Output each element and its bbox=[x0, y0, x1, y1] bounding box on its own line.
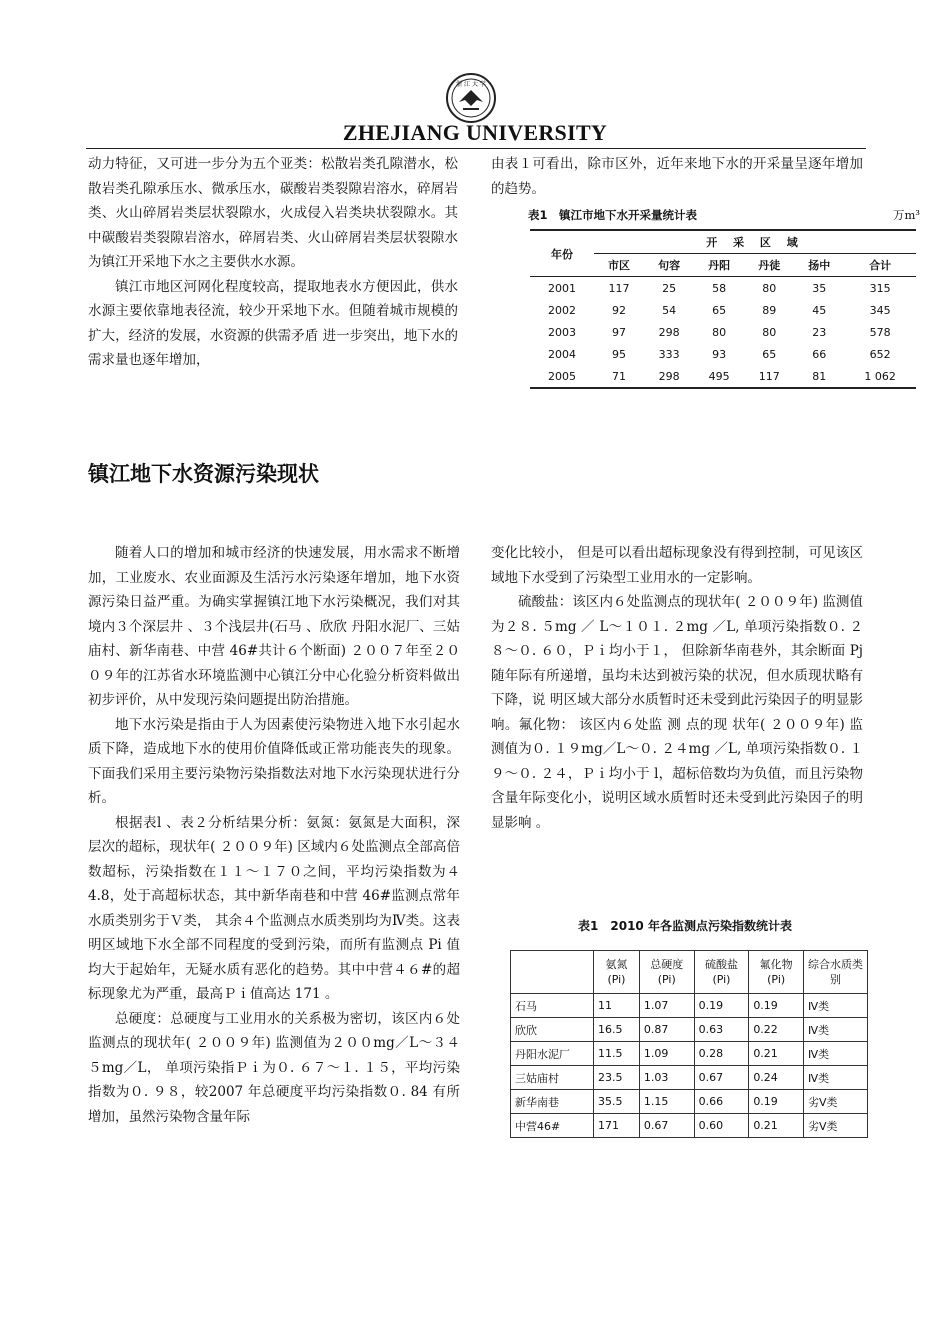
top-left-column bbox=[88, 152, 458, 373]
table-cell: 0.19 bbox=[694, 994, 749, 1018]
table-cell: 23 bbox=[812, 325, 827, 339]
paragraph: 由表１可看出，除市区外，近年来地下水的开采量呈逐年增加的趋势。 bbox=[491, 156, 863, 197]
table-cell: 1.03 bbox=[639, 1066, 694, 1090]
table-cell: 66 bbox=[812, 347, 827, 361]
table-row bbox=[511, 1042, 868, 1066]
table1-column-header: 合计 bbox=[844, 254, 916, 277]
paragraph: 根据表l 、表２分析结果分析：氨氮：氨氮是大面积，深层次的超标，现状年( ２００９年) 区域内６处监测点全部高倍数超标，污染指数在１１～１７０之间，平均污染指数为４4.8，处于高超标状态，其中新华南巷和中营 46#监测点常年水质类别劣于Ｖ类， 其余４个监测点水质类别均为Ⅳ类。这表明区域地下水全部不同程度的受到污染，而所有监测点 Pi 值均大于起始年，无疑水质有恶化的趋势。其中中营４６#的超标现象尤为严重，最高Ｐｉ值高达 171 。 bbox=[88, 814, 460, 1002]
table1-column-header: 句容 bbox=[644, 254, 694, 277]
table1-year-header: 年份 bbox=[530, 230, 594, 277]
university-name: ZHEJIANG UNIVERSITY bbox=[342, 120, 608, 145]
table-cell: 80 bbox=[762, 281, 777, 295]
table-cell: 298 bbox=[658, 325, 680, 339]
table2-column-header bbox=[511, 951, 594, 994]
table-cell: 0.22 bbox=[749, 1018, 804, 1042]
table-row bbox=[530, 299, 916, 321]
table-cell: 315 bbox=[869, 281, 891, 295]
table-cell: 45 bbox=[812, 303, 827, 317]
header-rule bbox=[86, 148, 866, 149]
table-cell: 0.19 bbox=[749, 1090, 804, 1114]
table-cell: 495 bbox=[694, 365, 744, 388]
top-right-column bbox=[491, 152, 863, 201]
table-cell: 0.87 bbox=[639, 1018, 694, 1042]
table-cell: 117 bbox=[608, 281, 630, 295]
table-cell: 中营46# bbox=[511, 1114, 594, 1138]
table-cell: 0.60 bbox=[694, 1114, 749, 1138]
table1-column-header: 市区 bbox=[594, 254, 644, 277]
table2-caption: 表1 2010 年各监测点污染指数统计表 bbox=[578, 919, 792, 933]
table-cell: 0.66 bbox=[694, 1090, 749, 1114]
table-cell: 345 bbox=[869, 303, 891, 317]
table-cell: 0.21 bbox=[749, 1042, 804, 1066]
table-cell: 65 bbox=[712, 303, 727, 317]
svg-text:浙 江 大 学: 浙 江 大 学 bbox=[456, 81, 486, 88]
table-cell: 578 bbox=[869, 325, 891, 339]
table-cell: 92 bbox=[612, 303, 627, 317]
table1 bbox=[530, 229, 916, 389]
table2-column-header: 总硬度(Pi) bbox=[639, 951, 694, 994]
table2-column-header: 综合水质类别 bbox=[804, 951, 868, 994]
table-cell: 97 bbox=[612, 325, 627, 339]
table-cell: 65 bbox=[762, 347, 777, 361]
table-cell: Ⅳ类 bbox=[804, 1018, 868, 1042]
table-cell: 11 bbox=[594, 994, 640, 1018]
table-row bbox=[511, 994, 868, 1018]
table2 bbox=[510, 950, 868, 1138]
table-cell: 16.5 bbox=[594, 1018, 640, 1042]
table-cell: 劣Ⅴ类 bbox=[804, 1114, 868, 1138]
table-row bbox=[530, 321, 916, 343]
paragraph: 随着人口的增加和城市经济的快速发展，用水需求不断增加，工业废水、农业面源及生活污水污染逐年增加，地下水资源污染日益严重。为确实掌握镇江地下水污染概况，我们对其境内３个深层井 、３个浅层井(石马 、欣欣 丹阳水泥厂、三姑庙村、新华南巷、中营 46#共计６个断面) ２００７年至２００９年的江苏省水环境监测中心镇江分中心化验分析资料做出初步评价，从中发现污染问题提出防治措施。 bbox=[88, 545, 460, 708]
table-cell: 80 bbox=[762, 325, 777, 339]
paragraph: 地下水污染是指由于人为因素使污染物进入地下水引起水质下降，造成地下水的使用价值降低或正常功能丧失的现象。下面我们采用主要污染物污染指数法对地下水污染现状进行分析。 bbox=[88, 716, 460, 806]
table-cell: 95 bbox=[612, 347, 627, 361]
table1-column-header: 扬中 bbox=[794, 254, 844, 277]
table-cell: 117 bbox=[744, 365, 794, 388]
table-cell: Ⅳ类 bbox=[804, 994, 868, 1018]
table1-unit: 万m³ bbox=[892, 208, 920, 222]
table-cell: 欣欣 bbox=[511, 1018, 594, 1042]
table-row bbox=[530, 277, 916, 300]
table-cell: 三姑庙村 bbox=[511, 1066, 594, 1090]
table-cell: 171 bbox=[594, 1114, 640, 1138]
table-cell: 2001 bbox=[548, 281, 576, 295]
table-cell: 0.63 bbox=[694, 1018, 749, 1042]
table-row bbox=[511, 1114, 868, 1138]
table-cell: 2002 bbox=[548, 303, 576, 317]
table-cell: 54 bbox=[662, 303, 677, 317]
table-cell: 35.5 bbox=[594, 1090, 640, 1114]
table-cell: 0.19 bbox=[749, 994, 804, 1018]
table-cell: 23.5 bbox=[594, 1066, 640, 1090]
table-cell: 1 062 bbox=[844, 365, 916, 388]
table1-column-header: 丹徒 bbox=[744, 254, 794, 277]
table-cell: 1.07 bbox=[639, 994, 694, 1018]
table-cell: 0.24 bbox=[749, 1066, 804, 1090]
table-cell: 89 bbox=[762, 303, 777, 317]
table-cell: 0.28 bbox=[694, 1042, 749, 1066]
paragraph: 变化比较小， 但是可以看出超标现象没有得到控制，可见该区域地下水受到了污染型工业用水的一定影响。 bbox=[491, 545, 863, 586]
paragraph: 硫酸盐：该区内６处监测点的现状年( ２００９年) 监测值为２８. ５mg ／ L～１０１. ２mg ／L, 单项污染指数０. ２８～０. ６０，Ｐｉ均小于１， 但除新华南巷外，其余断面 Pj 随年际有所递增，虽均未达到被污染的状况，但水质现状略有下降，说 明区域大部分水质暂时还未受到此污染因子的明显影响。氟化物： 该区内６处监 测 点的现 状年( ２００９年) 监测值为０. １９mg／L～０. ２４mg ／L, 单项污染指数０. １９～０. ２４，Ｐｉ均小于 l，超标倍数均为负值，而且污染物含量年际变化小，说明区域水质暂时还未受到此污染因子的明显影响 。 bbox=[491, 594, 863, 831]
table-row bbox=[530, 343, 916, 365]
table-cell: 58 bbox=[712, 281, 727, 295]
table-cell: 333 bbox=[658, 347, 680, 361]
table-cell: 0.21 bbox=[749, 1114, 804, 1138]
zhejiang-university-seal-icon bbox=[445, 72, 497, 124]
table-cell: Ⅳ类 bbox=[804, 1042, 868, 1066]
table-cell: 1.09 bbox=[639, 1042, 694, 1066]
section-heading: 镇江地下水资源污染现状 bbox=[88, 462, 319, 486]
table-cell: 新华南巷 bbox=[511, 1090, 594, 1114]
paragraph: 总硬度：总硬度与工业用水的关系极为密切，该区内６处监测点的现状年( ２００９年) 监测值为２００mg／L～３４５mg／L， 单项污染指Ｐｉ为０. ６７～１. １５，平均污染指数为０. ９８，较2007 年总硬度平均污染指数０. 84 有所增加，虽然污染物含量年际 bbox=[88, 1010, 460, 1125]
table-row bbox=[511, 1018, 868, 1042]
table-cell: 25 bbox=[662, 281, 677, 295]
table-cell: 35 bbox=[812, 281, 827, 295]
table-cell: 0.67 bbox=[639, 1114, 694, 1138]
table-cell: 2003 bbox=[548, 325, 576, 339]
table-cell: 11.5 bbox=[594, 1042, 640, 1066]
table-cell: 71 bbox=[594, 365, 644, 388]
table-cell: 80 bbox=[712, 325, 727, 339]
table-cell: 劣Ⅴ类 bbox=[804, 1090, 868, 1114]
table-cell: 652 bbox=[869, 347, 891, 361]
table-cell: Ⅳ类 bbox=[804, 1066, 868, 1090]
table-cell: 2005 bbox=[530, 365, 594, 388]
table2-column-header: 氟化物(Pi) bbox=[749, 951, 804, 994]
table-row bbox=[511, 1090, 868, 1114]
table-cell: 石马 bbox=[511, 994, 594, 1018]
table1-column-header: 丹阳 bbox=[694, 254, 744, 277]
table-row bbox=[530, 365, 916, 388]
paragraph: 镇江市地区河网化程度较高，提取地表水方便因此，供水水源主要依靠地表径流，较少开采地下水。但随着城市规模的扩大，经济的发展，水资源的供需矛盾 进一步突出，地下水的需求量也逐年增加， bbox=[88, 278, 458, 368]
table-cell: 1.15 bbox=[639, 1090, 694, 1114]
lower-right-column bbox=[491, 541, 863, 835]
lower-left-column bbox=[88, 541, 460, 1129]
table2-column-header: 硫酸盐(Pi) bbox=[694, 951, 749, 994]
table-cell: 81 bbox=[794, 365, 844, 388]
paragraph: 动力特征，又可进一步分为五个亚类：松散岩类孔隙潜水，松散岩类孔隙承压水、微承压水，碳酸岩类裂隙岩溶水，碎屑岩类、火山碎屑岩类层状裂隙水，火成侵入岩类块状裂隙水。其中碳酸岩类裂隙岩溶水，碎屑岩类、火山碎屑岩类层状裂隙水为镇江开采地下水之主要供水水源。 bbox=[88, 156, 458, 270]
table1-title: 表1 镇江市地下水开采量统计表 bbox=[528, 208, 697, 222]
table-cell: 丹阳水泥厂 bbox=[511, 1042, 594, 1066]
table-cell: 298 bbox=[644, 365, 694, 388]
table-cell: 2004 bbox=[548, 347, 576, 361]
table2-column-header: 氨氮(Pi) bbox=[594, 951, 640, 994]
table-cell: 93 bbox=[712, 347, 727, 361]
table-row bbox=[511, 1066, 868, 1090]
table1-group-header: 开 采 区 域 bbox=[594, 230, 916, 254]
table1-caption bbox=[528, 207, 920, 223]
table-cell: 0.67 bbox=[694, 1066, 749, 1090]
